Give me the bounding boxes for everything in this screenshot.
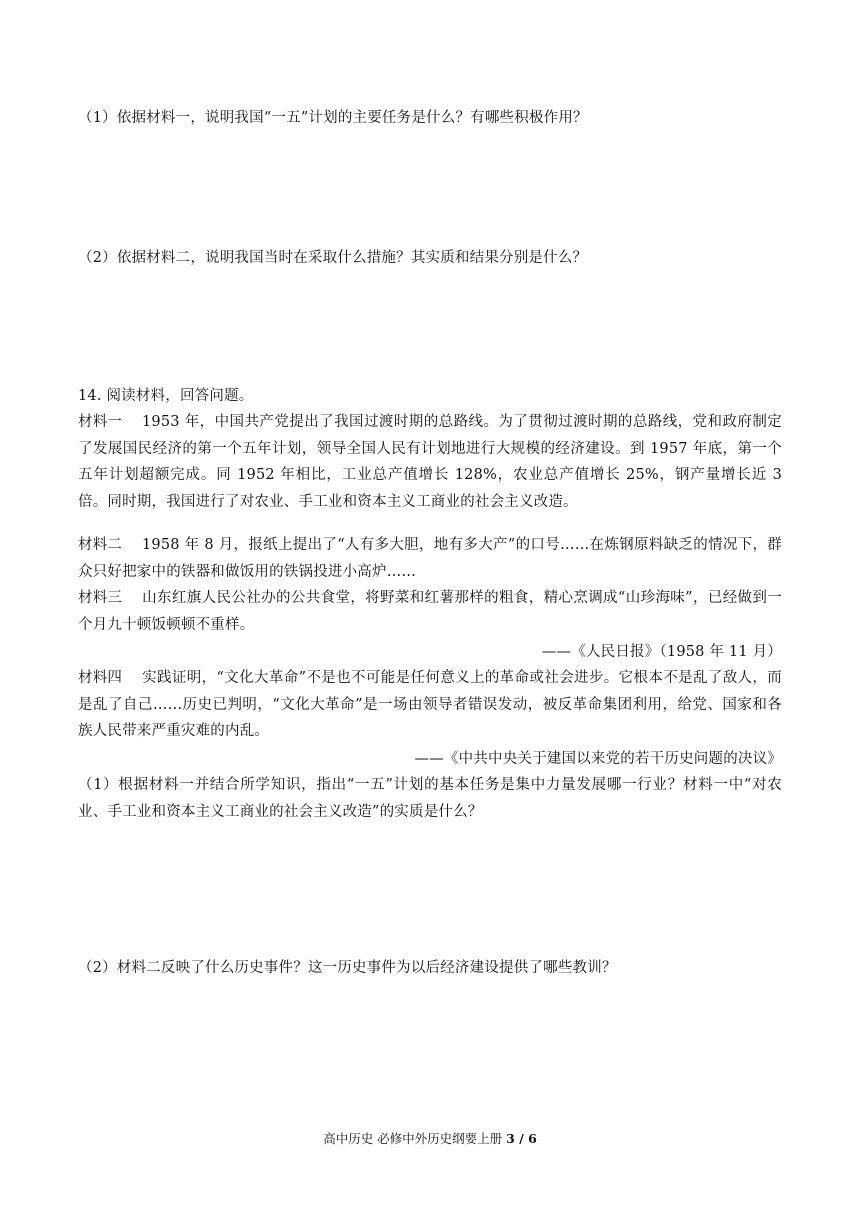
sub-question-1: （1）根据材料一并结合所学知识，指出“一五”计划的基本任务是集中力量发展哪一行业？材料一中“对农业、手工业和资本主义工商业的社会主义改造”的实质是什么？ — [78, 777, 782, 820]
sub-question-2: （2）材料二反映了什么历史事件？这一历史事件为以后经济建设提供了哪些教训？ — [78, 960, 617, 976]
question-14-heading: 14. 阅读材料，回答问题。 — [78, 388, 254, 404]
material-1-text: 1953 年，中国共产党提出了我国过渡时期的总路线。为了贯彻过渡时期的总路线，党和政府制定了发展国民经济的第一个五年计划，领导全国人民有计划地进行大规模的经济建设。到 1957 年底，第一个五年计划超额完成。同 1952 年相比，工业总产值增长 128%，农业总产值增长 25%，钢产量增长近 3 倍。同时期，我国进行了对农业、手工业和资本主义工商业的社会主义改造。 — [78, 414, 782, 510]
material-2-label: 材料二 — [78, 537, 123, 553]
material-3-label: 材料三 — [78, 590, 123, 606]
material-4 — [78, 665, 782, 745]
material-1-label: 材料一 — [78, 414, 123, 430]
material-1 — [78, 409, 782, 515]
material-2-text: 1958 年 8 月，报纸上提出了“人有多大胆，地有多大产”的口号……在炼钢原料缺乏的情况下，群众只好把家中的铁器和做饭用的铁锅投进小高炉…… — [78, 537, 782, 580]
material-2 — [78, 532, 782, 585]
material-4-source: ——《中共中央关于建国以来党的若干历史问题的决议》 — [414, 751, 782, 767]
prev-question-2: （2）依据材料二，说明我国当时在采取什么措施？其实质和结果分别是什么？ — [78, 250, 588, 266]
material-3 — [78, 585, 782, 638]
prev-question-1: （1）依据材料一，说明我国“一五”计划的主要任务是什么？有哪些积极作用？ — [78, 110, 588, 126]
page-number: 3 / 6 — [506, 1131, 537, 1146]
material-4-text: 实践证明，“文化大革命”不是也不可能是任何意义上的革命或社会进步。它根本不是乱了敌人，而是乱了自己……历史已判明，“文化大革命”是一场由领导者错误发动，被反革命集团利用，给党、国家和各族人民带来严重灾难的内乱。 — [78, 670, 782, 739]
material-3-text: 山东红旗人民公社办的公共食堂，将野菜和红薯那样的粗食，精心烹调成“山珍海味”，已经做到一个月九十顿饭顿顿不重样。 — [78, 590, 782, 633]
material-3-source: ——《人民日报》（1958 年 11 月） — [541, 644, 782, 660]
material-4-label: 材料四 — [78, 670, 123, 686]
footer-title: 高中历史 必修中外历史纲要上册 — [323, 1131, 507, 1146]
page-footer — [0, 1129, 860, 1149]
